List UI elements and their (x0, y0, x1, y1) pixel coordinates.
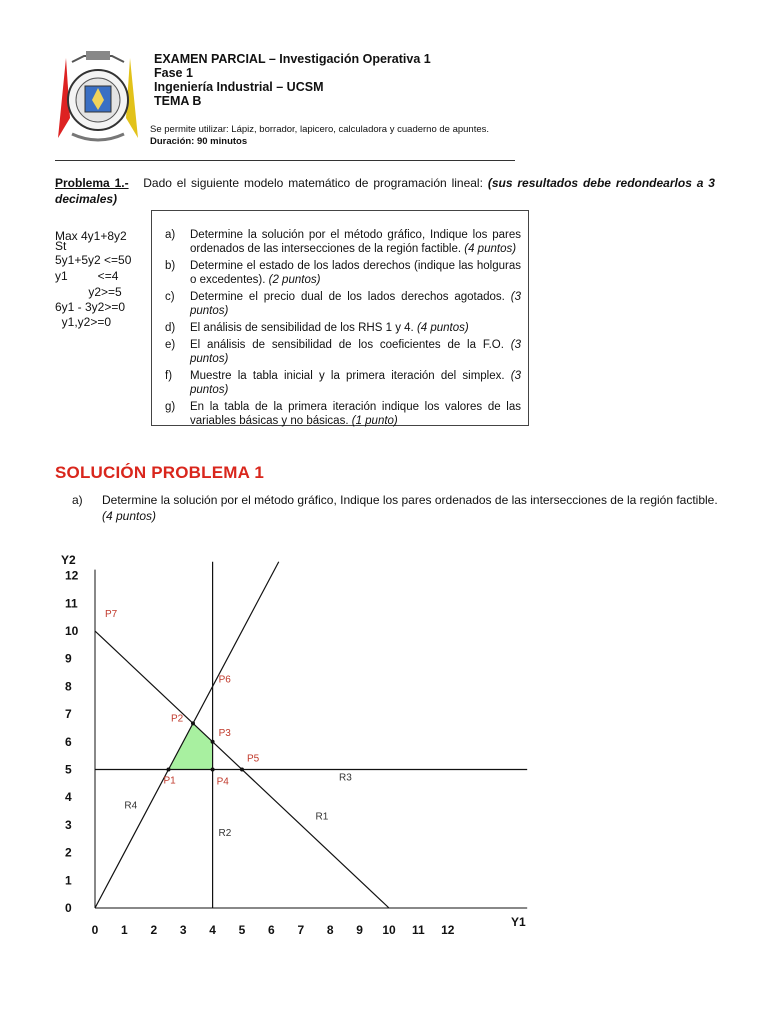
point-label: P1 (163, 775, 176, 787)
y-tick-label: 2 (65, 845, 72, 860)
question-text: El análisis de sensibilidad de los coeficientes de la F.O. (190, 339, 504, 351)
point-label: P4 (216, 776, 229, 788)
point-marker (240, 768, 244, 772)
question-letter: d) (165, 322, 176, 334)
y-axis-label: Y2 (61, 553, 76, 567)
y-tick-label: 1 (65, 873, 72, 888)
model-line: Max 4y1+8y2 (55, 229, 127, 243)
y-tick-label: 7 (65, 707, 72, 722)
solution-points: (4 puntos) (102, 509, 157, 523)
question-letter: c) (165, 291, 175, 303)
y-tick-label: 10 (65, 624, 79, 638)
graphical-solution-chart (55, 548, 535, 943)
question-item (165, 400, 521, 428)
problem-label: Problema 1.- (55, 176, 129, 190)
exam-duration: Duración: 90 minutos (150, 136, 248, 147)
question-item (165, 321, 521, 335)
point-marker (211, 768, 215, 772)
header-divider (55, 160, 515, 161)
allowed-materials: Se permite utilizar: Lápiz, borrador, lapicero, calculadora y cuaderno de apuntes. (150, 124, 490, 135)
question-letter: f) (165, 370, 173, 382)
university-crest-logo (52, 48, 144, 148)
constraint-label: R3 (339, 772, 352, 784)
point-marker (211, 740, 215, 744)
constraint-label: R2 (218, 827, 232, 839)
solution-item (72, 492, 722, 524)
point-label: P2 (170, 713, 184, 725)
model-line: St (55, 239, 67, 253)
question-points: (4 puntos) (416, 322, 469, 334)
x-tick-label: 6 (268, 923, 275, 937)
x-tick-label: 1 (121, 923, 128, 937)
constraint-label: R1 (315, 811, 329, 823)
x-tick-label: 7 (297, 923, 305, 937)
question-text: Determine el estado de los lados derechos (indique las holguras o excedentes). (190, 260, 521, 286)
question-points: (4 puntos) (464, 243, 517, 255)
question-item (165, 290, 521, 318)
point-label: P7 (105, 609, 118, 620)
problem-note: (sus resultados debe redondearlos a 3 decimales) (55, 176, 715, 206)
question-item (165, 228, 521, 256)
y-tick-label: 11 (65, 596, 78, 611)
question-points: (3 puntos) (190, 370, 521, 396)
x-tick-label: 3 (179, 923, 187, 937)
exam-theme: TEMA B (154, 94, 202, 108)
constraint-line (95, 562, 279, 908)
y-tick-label: 4 (65, 790, 72, 805)
solution-title: SOLUCIÓN PROBLEMA 1 (55, 463, 265, 482)
question-points: (2 puntos) (268, 274, 321, 286)
question-text: El análisis de sensibilidad de los RHS 1 y 4. (190, 322, 414, 334)
questions-list (165, 228, 521, 431)
y-tick-label: 5 (65, 762, 72, 777)
point-label: P5 (247, 753, 260, 765)
y-tick-label: 3 (65, 817, 72, 832)
question-text: Determine la solución por el método gráfico, Indique los pares ordenados de las intersecciones de la región factible. (190, 229, 521, 255)
y-tick-label: 12 (65, 568, 79, 583)
x-tick-label: 8 (326, 923, 334, 937)
question-item (165, 338, 521, 366)
exam-phase: Fase 1 (154, 66, 193, 80)
question-letter: e) (165, 339, 176, 351)
point-label: P3 (218, 727, 231, 739)
question-points: (1 punto) (351, 415, 398, 427)
x-tick-label: 11 (412, 923, 425, 937)
y-tick-label: 9 (65, 651, 72, 666)
question-points: (3 puntos) (190, 339, 521, 365)
x-axis-label: Y1 (511, 915, 526, 929)
question-letter: g) (165, 401, 176, 413)
problem-statement (55, 175, 715, 207)
y-tick-label: 0 (65, 901, 72, 915)
question-text: Determine el precio dual de los lados derechos agotados. (190, 291, 505, 303)
solution-letter: a) (72, 493, 83, 507)
question-text: Muestre la tabla inicial y la primera iteración del simplex. (190, 370, 505, 382)
constraint-label: R4 (124, 800, 138, 812)
point-marker (191, 721, 195, 725)
model-line: 5y1+5y2 <=50 (55, 253, 132, 267)
y-tick-label: 6 (65, 734, 72, 749)
x-tick-label: 9 (356, 923, 363, 937)
x-tick-label: 2 (150, 923, 158, 937)
model-line: 6y1 - 3y2>=0 (55, 300, 126, 314)
x-tick-label: 0 (91, 923, 99, 937)
point-label: P6 (218, 674, 231, 686)
question-letter: a) (165, 229, 176, 241)
point-marker (167, 768, 171, 772)
question-item (165, 259, 521, 287)
x-tick-label: 4 (209, 923, 216, 937)
solution-text: Determine la solución por el método gráfico, Indique los pares ordenados de las intersecciones de la región factible. (102, 493, 718, 507)
model-line: y1,y2>=0 (55, 315, 112, 329)
question-item (165, 369, 521, 397)
x-tick-label: 10 (382, 923, 396, 937)
x-tick-label: 12 (441, 923, 455, 937)
exam-program: Ingeniería Industrial – UCSM (154, 80, 324, 94)
exam-title: EXAMEN PARCIAL – Investigación Operativa 1 (154, 52, 431, 66)
problem-text: Dado el siguiente modelo matemático de programación lineal: (143, 176, 483, 190)
question-points: (3 puntos) (190, 291, 521, 317)
feasible-region (169, 723, 213, 769)
question-letter: b) (165, 260, 176, 272)
x-tick-label: 5 (238, 923, 246, 937)
question-text: En la tabla de la primera iteración indique los valores de las variables básicas y no básicas. (190, 401, 521, 427)
model-line: y2>=5 (55, 285, 122, 299)
model-line: y1 <=4 (55, 269, 119, 283)
y-tick-label: 8 (65, 679, 72, 694)
